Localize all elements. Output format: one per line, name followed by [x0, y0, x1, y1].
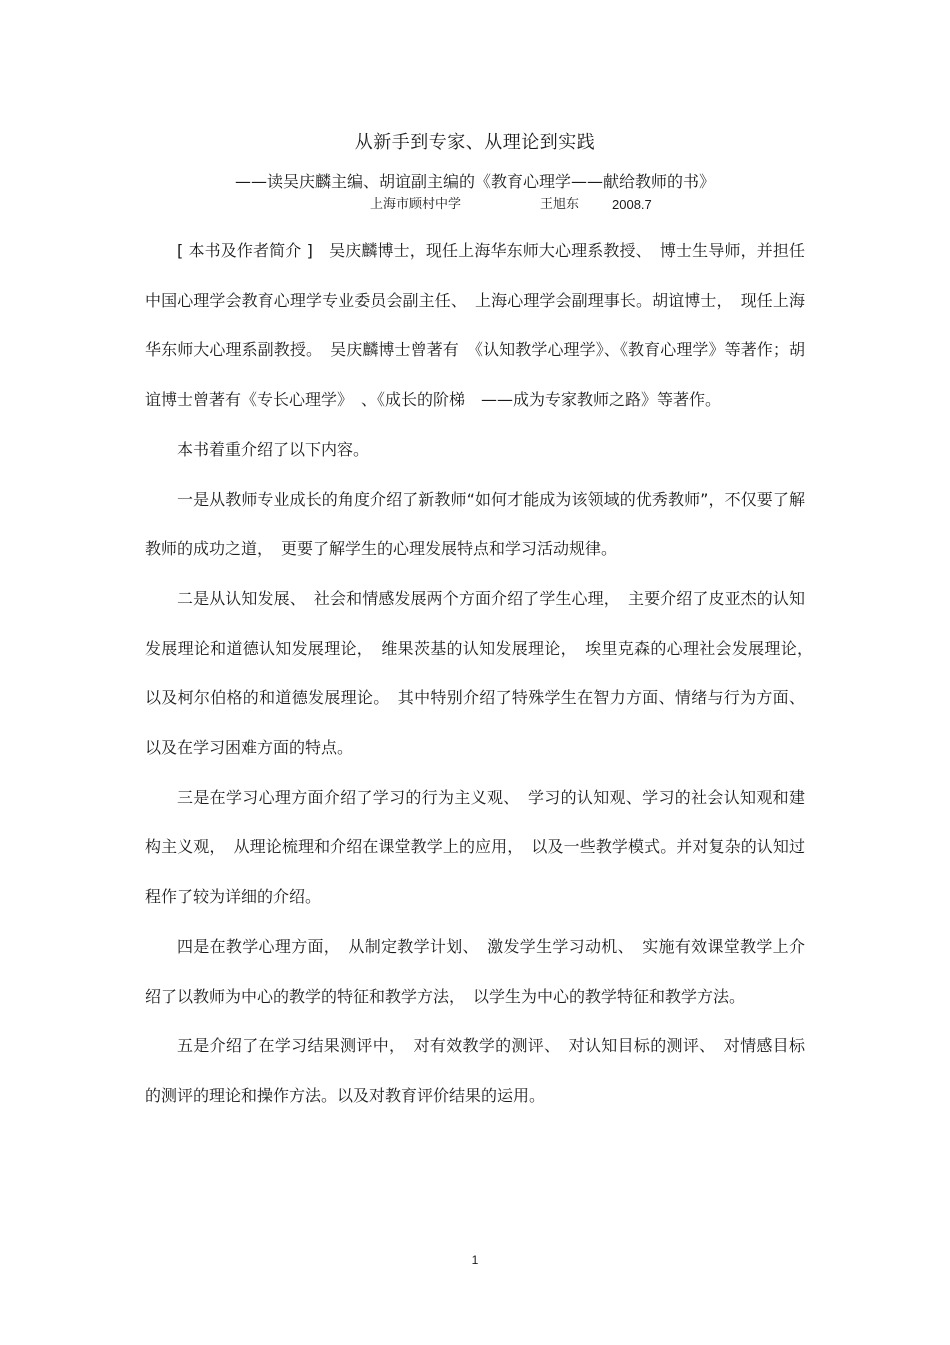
- document-subtitle: ——读吴庆麟主编、胡谊副主编的《教育心理学——献给教师的书》: [234, 172, 715, 191]
- paragraph-point-5: 五是介绍了在学习结果测评中， 对有效教学的测评、 对认知目标的测评、 对情感目标的测评的理论和操作方法。以及对教育评价结果的运用。: [145, 1036, 805, 1105]
- byline-school: 上海市顾村中学: [370, 197, 462, 212]
- paragraph-overview: 本书着重介绍了以下内容。: [177, 439, 370, 459]
- byline-date: 2008.7: [612, 197, 652, 212]
- page-number: 1: [471, 1253, 479, 1267]
- paragraph-point-3: 三是在学习心理方面介绍了学习的行为主义观、 学习的认知观、学习的社会认知观和建构主义观， 从理论梳理和介绍在课堂教学上的应用， 以及一些教学模式。并对复杂的认知过程作了较为详细的介绍。: [145, 787, 805, 907]
- paragraph-point-2: 二是从认知发展、 社会和情感发展两个方面介绍了学生心理， 主要介绍了皮亚杰的认知发展理论和道德认知发展理论， 维果茨基的认知发展理论， 埃里克森的心理社会发展理论， 以及柯尔伯格的和道德发展理论。 其中特别介绍了特殊学生在智力方面、情绪与行为方面、以及在学习困难方面的特点。: [145, 588, 822, 758]
- paragraph-intro: [ 本书及作者简介 ] 吴庆麟博士，现任上海华东师大心理系教授、 博士生导师，并担任中国心理学会教育心理学专业委员会副主任、 上海心理学会副理事长。胡谊博士， 现任上海华东师大心理系副教授。 吴庆麟博士曾著有 《认知教学心理学》、《教育心理学》等著作；胡谊博士曾著有《专长心理学》 、《成长的阶梯 ——成为专家教师之路》等著作。: [145, 241, 805, 410]
- paragraph-point-1: 一是从教师专业成长的角度介绍了新教师“如何才能成为该领域的优秀教师”，不仅要了解教师的成功之道， 更要了解学生的心理发展特点和学习活动规律。: [145, 489, 805, 559]
- paragraph-point-4: 四是在教学心理方面， 从制定教学计划、 激发学生学习动机、 实施有效课堂教学上介绍了以教师为中心的教学的特征和教学方法， 以学生为中心的教学特征和教学方法。: [145, 936, 805, 1006]
- document-title: 从新手到专家、从理论到实践: [354, 132, 596, 153]
- body-text: [145, 226, 822, 1121]
- byline-author: 王旭东: [540, 197, 580, 212]
